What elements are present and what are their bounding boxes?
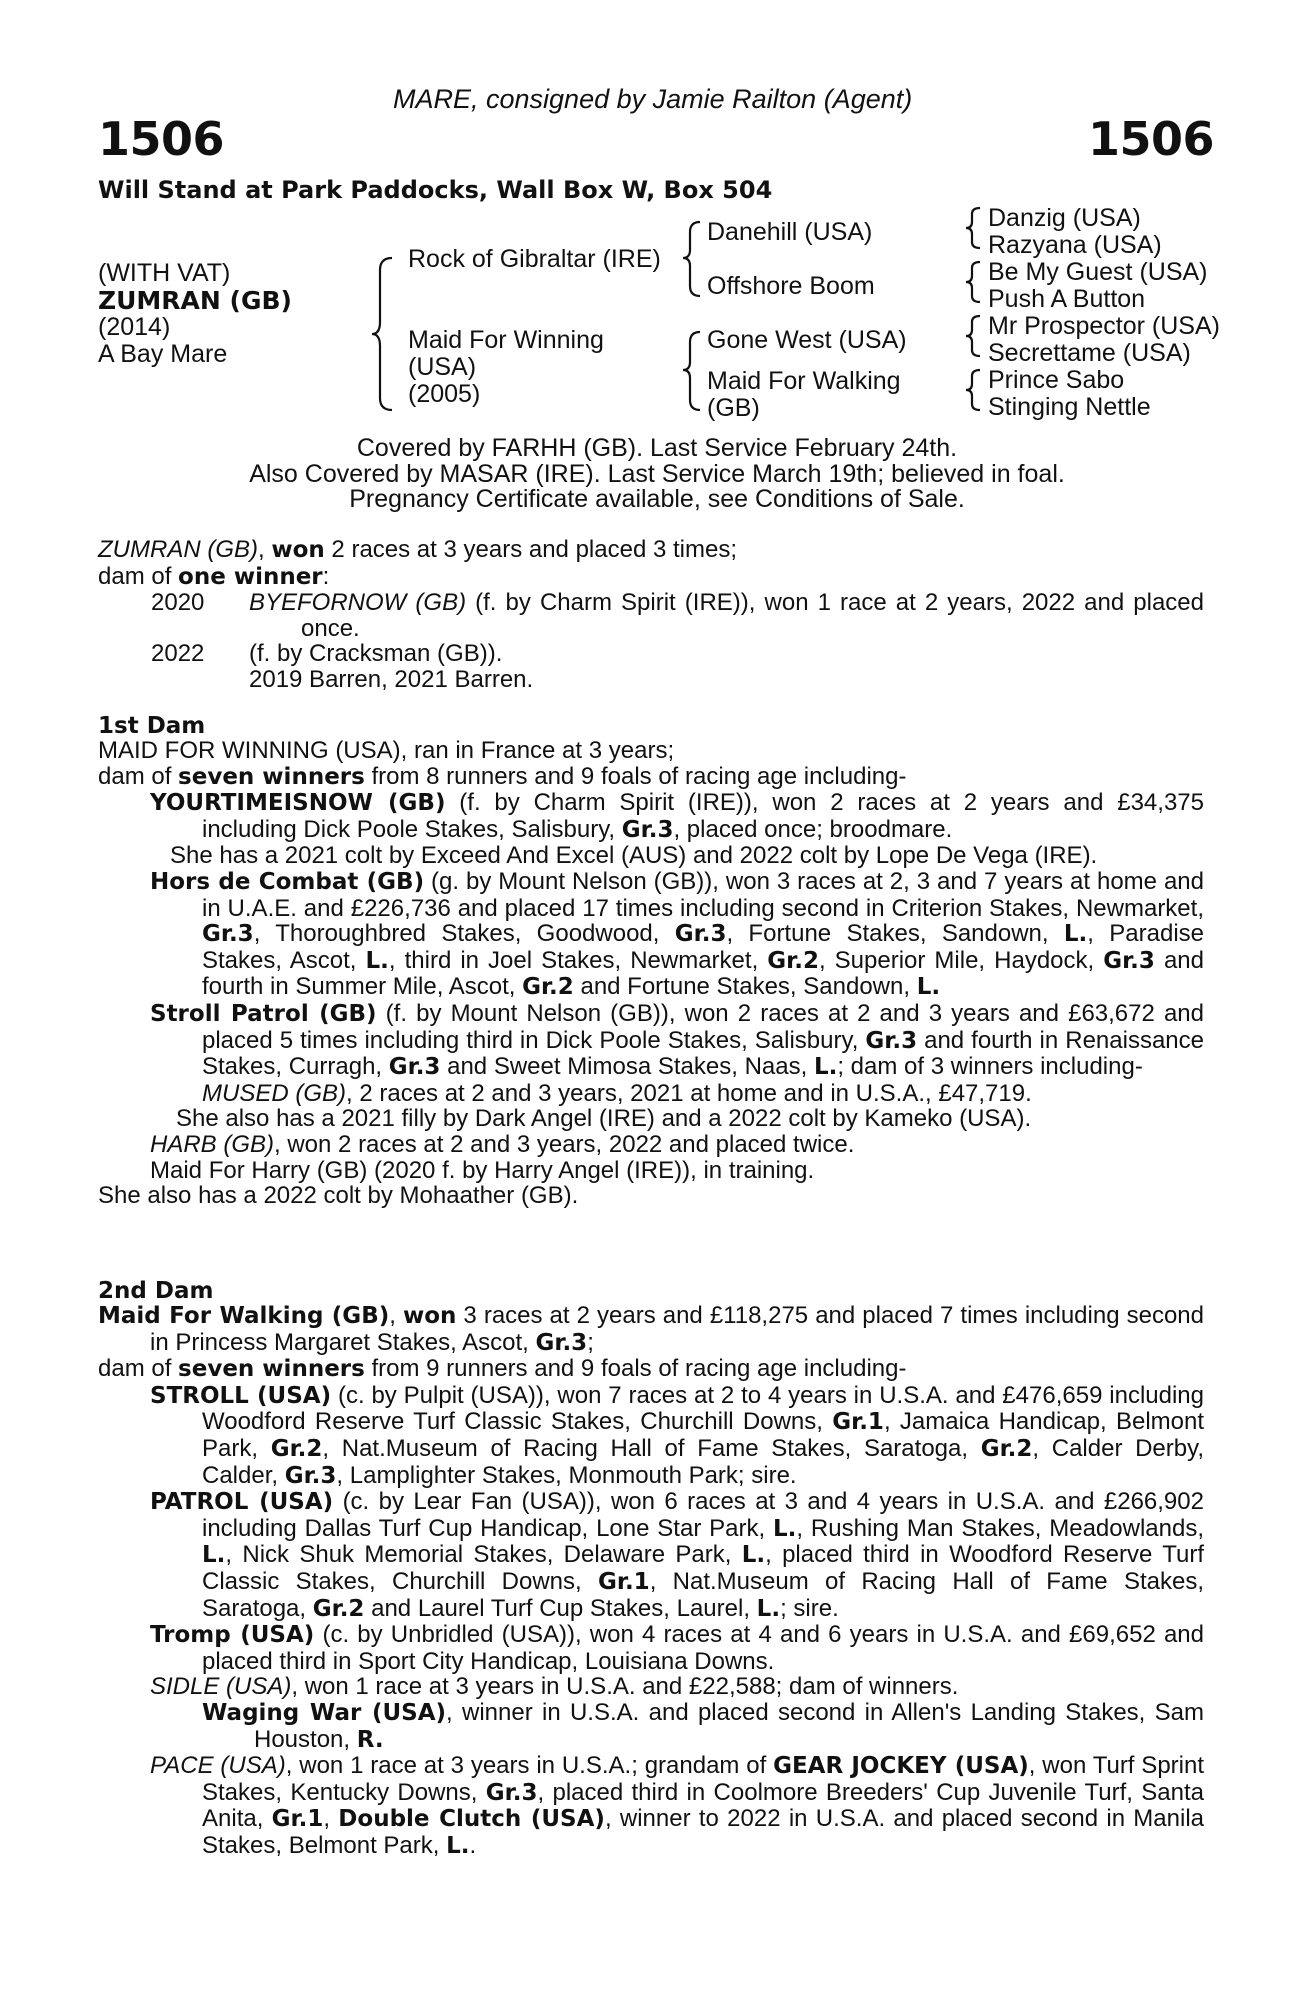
covering-line-2: Also Covered by MASAR (IRE). Last Service March 19th; believed in foal. [249, 460, 1065, 488]
ped-sire-dam: Offshore Boom [707, 272, 875, 300]
produce-foal-name: BYEFORNOW (GB) [249, 589, 467, 617]
produce-horse-name: ZUMRAN (GB) [98, 536, 258, 563]
entry-yourtimeisnow: YOURTIMEISNOW (GB) (f. by Charm Spirit (IRE)), won 2 races at 2 years and £34,375 including Dick Poole Stakes, Salisbury, Gr.3, placed once; broodmare. [150, 789, 1204, 843]
second-dam-heading: 2nd Dam [98, 1278, 214, 1304]
produce-row: 2020 BYEFORNOW (GB) (f. by Charm Spirit (IRE)), won 1 race at 2 years, 2022 and placed once. [151, 589, 1205, 642]
bracket-g4 [966, 370, 980, 410]
entry-pace: PACE (USA), won 1 race at 3 years in U.S.A.; grandam of GEAR JOCKEY (USA), won Turf Sprint Stakes, Kentucky Downs, Gr.3, placed third in Coolmore Breeders' Cup Juvenile Turf, Santa Anita, Gr.1, Double Clutch (USA), winner to 2022 in U.S.A. and placed second in Manila Stakes, Belmont Park, L.. [150, 1752, 1205, 1859]
entry-stroll-patrol: Stroll Patrol (GB) (f. by Mount Nelson (GB)), won 2 races at 2 and 3 years and £63,672 and placed 5 times including third in Dick Poole Stakes, Salisbury, Gr.3 and fourth in Renaissance Stakes, Curragh, Gr.3 and Sweet Mimosa Stakes, Naas, L.; dam of 3 winners including- [150, 999, 1205, 1081]
covering-line-1: Covered by FARHH (GB). Last Service February 24th. [356, 434, 958, 462]
ped-g2: Razyana (USA) [988, 231, 1162, 259]
stand-line: Will Stand at Park Paddocks, Wall Box W, Box 504 [98, 176, 773, 204]
bracket-g2 [966, 262, 980, 302]
ped-dam-l1: Maid For Winning [408, 326, 604, 354]
ped-dam-l2: (USA) [408, 353, 477, 381]
first-dam-heading: 1st Dam [98, 713, 206, 739]
horse-name: ZUMRAN (GB) [98, 286, 292, 315]
vat-label: (WITH VAT) [98, 259, 231, 287]
ped-g1: Danzig (USA) [988, 204, 1141, 232]
second-dam-entries [98, 1383, 1204, 1860]
ped-g5: Mr Prospector (USA) [988, 312, 1220, 340]
entry-patrol: PATROL (USA) (c. by Lear Fan (USA)), won 6 races at 3 and 4 years in U.S.A. and £266,902 including Dallas Turf Cup Handicap, Lone Star Park, L., Rushing Man Stakes, Meadowlands, L., Nick Shuk Memorial Stakes, Delaware Park, L., placed third in Woodford Reserve Turf Classic Stakes, Churchill Downs, Gr.1, Nat.Museum of Racing Hall of Fame Stakes, Saratoga, Gr.2 and Laurel Turf Cup Stakes, Laurel, L.; sire. [150, 1488, 1205, 1622]
horse-year: (2014) [98, 313, 171, 341]
bracket-sire [683, 222, 700, 296]
bracket-dam [683, 332, 700, 410]
ped-dam-l3: (2005) [408, 380, 481, 408]
entry-stroll: STROLL (USA) (c. by Pulpit (USA)), won 7 races at 2 to 4 years in U.S.A. and £476,659 including Woodford Reserve Turf Classic Stakes, Churchill Downs, Gr.1, Jamaica Handicap, Belmont Park, Gr.2, Nat.Museum of Racing Hall of Fame Stakes, Saratoga, Gr.2, Calder Derby, Calder, Gr.3, Lamplighter Stakes, Monmouth Park; sire. [150, 1381, 1205, 1489]
ped-sire-sire: Danehill (USA) [707, 218, 873, 246]
second-dam-section: Maid For Walking (GB), won 3 races at 2 years and £118,275 and placed 7 times including second in Princess Margaret Stakes, Ascot, Gr.3; dam of seven winners from 9 runners and 9 foals of racing age including- STROLL (USA) (c. by Pulpit (USA)), won 7 races at 2 to 4 years in U.S.A. and £476,659 including Woodford Reserve Turf Classic Stakes, Churchill Downs, Gr.1, Jamaica Handicap, Belmont Park, Gr.2, Nat.Museum of Racing Hall of Fame Stakes, Saratoga, Gr.2, Calder Derby, Calder, Gr.3, Lamplighter Stakes, Monmouth Park; sire. PATROL (USA) (c. by Lear Fan (USA)), won 6 races at 3 and 4 years in U.S.A. and £266,902 including Dallas Turf Cup Handicap, Lone Star Park, L., Rushing Man Stakes, Meadowlands, L., Nick Shuk Memorial Stakes, Delaware Park, L., placed third in Woodford Reserve Turf Classic Stakes, Churchill Downs, Gr.1, Nat.Museum of Racing Hall of Fame Stakes, Saratoga, Gr.2 and Laurel Turf Cup Stakes, Laurel, L.; sire. Tromp (USA) (c. by Unbridled (USA)), won 4 races at 4 and 6 years in U.S.A. and £69,652 and placed third in Sport City Handicap, Louisiana Downs. SIDLE (USA), won 1 race at 3 years in U.S.A. and £22,588; dam of winners. Waging War (USA), winner in U.S.A. and placed second in Allen's Landing Stakes, Sam Houston, R. PACE (USA), won 1 race at 3 years in U.S.A.; grandam of GEAR JOCKEY (USA), won Turf Sprint Stakes, Kentucky Downs, Gr.3, placed third in Coolmore Breeders' Cup Juvenile Turf, Santa Anita, Gr.1, Double Clutch (USA), winner to 2022 in U.S.A. and placed second in Manila Stakes, Belmont Park, L.. [98, 1302, 1205, 1859]
lot-number-right: 1506 [1088, 112, 1215, 166]
entry-hors-de-combat: Hors de Combat (GB) (g. by Mount Nelson (GB)), won 3 races at 2, 3 and 7 years at home and in U.A.E. and £226,736 and placed 17 times including second in Criterion Stakes, Newmarket, Gr.3, Thoroughbred Stakes, Goodwood, Gr.3, Fortune Stakes, Sandown, L., Paradise Stakes, Ascot, L., third in Joel Stakes, Newmarket, Gr.2, Superior Mile, Haydock, Gr.3 and fourth in Summer Mile, Ascot, Gr.2 and Fortune Stakes, Sandown, L. [150, 867, 1205, 1001]
ped-g3: Be My Guest (USA) [988, 258, 1208, 286]
entry-sidle: SIDLE (USA), won 1 race at 3 years in U.S.A. and £22,588; dam of winners. [150, 1673, 959, 1701]
covering-line-3: Pregnancy Certificate available, see Conditions of Sale. [349, 485, 965, 513]
ped-dam-dam-l1: Maid For Walking [707, 367, 901, 395]
ped-dam-sire: Gone West (USA) [707, 326, 907, 354]
ped-g7: Prince Sabo [988, 366, 1125, 394]
bracket-g1 [966, 208, 980, 248]
ped-dam-dam-l2: (GB) [707, 394, 760, 422]
ped-g8: Stinging Nettle [988, 393, 1151, 421]
first-dam-section: MAID FOR WINNING (USA), ran in France at 3 years; dam of seven winners from 8 runners and 9 foals of racing age including- YOURTIMEISNOW (GB) (f. by Charm Spirit (IRE)), won 2 races at 2 years and £34,375 including Dick Poole Stakes, Salisbury, Gr.3, placed once; broodmare. She has a 2021 colt by Exceed And Excel (AUS) and 2022 colt by Lope De Vega (IRE). Hors de Combat (GB) (g. by Mount Nelson (GB)), won 3 races at 2, 3 and 7 years at home and in U.A.E. and £226,736 and placed 17 times including second in Criterion Stakes, Newmarket, Gr.3, Thoroughbred Stakes, Goodwood, Gr.3, Fortune Stakes, Sandown, L., Paradise Stakes, Ascot, L., third in Joel Stakes, Newmarket, Gr.2, Superior Mile, Haydock, Gr.3 and fourth in Summer Mile, Ascot, Gr.2 and Fortune Stakes, Sandown, L. Stroll Patrol (GB) (f. by Mount Nelson (GB)), won 2 races at 2 and 3 years and £63,672 and placed 5 times including third in Dick Poole Stakes, Salisbury, Gr.3 and fourth in Renaissance Stakes, Curragh, Gr.3 and Sweet Mimosa Stakes, Naas, L.; dam of 3 winners including- MUSED (GB), 2 races at 2 and 3 years, 2021 at home and in U.S.A., £47,719. She also has a 2021 filly by Dark Angel (IRE) and a 2022 colt by Kameko (USA). HARB (GB), won 2 races at 2 and 3 years, 2022 and placed twice. Maid For Harry (GB) (2020 f. by Harry Angel (IRE)), in training. She also has a 2022 colt by Mohaather (GB). [98, 737, 1205, 1210]
ped-g6: Secrettame (USA) [988, 339, 1191, 367]
horse-desc: A Bay Mare [98, 340, 228, 368]
entry-tromp: Tromp (USA) (c. by Unbridled (USA)), won 4 races at 4 and 6 years in U.S.A. and £69,652 and placed third in Sport City Handicap, Louisiana Downs. [150, 1621, 1204, 1675]
bracket-g3 [966, 316, 980, 356]
ped-sire: Rock of Gibraltar (IRE) [408, 245, 661, 273]
bracket-gen1 [372, 258, 392, 410]
consign-line: MARE, consigned by Jamie Railton (Agent) [393, 84, 913, 114]
first-dam-entries: YOURTIMEISNOW (GB) (f. by Charm Spirit (IRE)), won 2 races at 2 years and £34,375 including Dick Poole Stakes, Salisbury, Gr.3, placed once; broodmare. She has a 2021 colt by Exceed And Excel (AUS) and 2022 colt by Lope De Vega (IRE). Hors de Combat (GB) (g. by Mount Nelson (GB)), won 3 races at 2, 3 and 7 years at home and in U.A.E. and £226,736 and placed 17 times including second in Criterion Stakes, Newmarket, Gr.3, Thoroughbred Stakes, Goodwood, Gr.3, Fortune Stakes, Sandown, L., Paradise Stakes, Ascot, L., third in Joel Stakes, Newmarket, Gr.2, Superior Mile, Haydock, Gr.3 and fourth in Summer Mile, Ascot, Gr.2 and Fortune Stakes, Sandown, L. Stroll Patrol (GB) (f. by Mount Nelson (GB)), won 2 races at 2 and 3 years and £63,672 and placed 5 times including third in Dick Poole Stakes, Salisbury, Gr.3 and fourth in Renaissance Stakes, Curragh, Gr.3 and Sweet Mimosa Stakes, Naas, L.; dam of 3 winners including- MUSED (GB), 2 races at 2 and 3 years, 2021 at home and in U.S.A., £47,719. She also has a 2021 filly by Dark Angel (IRE) and a 2022 colt by Kameko (USA). HARB (GB), won 2 races at 2 and 3 years, 2022 and placed twice. Maid For Harry (GB) (2020 f. by Harry Angel (IRE)), in training. [150, 789, 1205, 1184]
ped-g4: Push A Button [988, 285, 1146, 313]
produce-record: ZUMRAN (GB), won 2 races at 3 years and placed 3 times; dam of one winner: 2020 BYEFORNOW (GB) (f. by Charm Spirit (IRE)), won 1 race at 2 years, 2022 and placed once. 2022 (f. by Cracksman (GB)). 2019 Barren, 2021 Barren. [98, 536, 1205, 693]
produce-row: 2022 (f. by Cracksman (GB)). 2019 Barren, 2021 Barren. [151, 640, 534, 693]
produce-won: won [271, 537, 325, 563]
entry-waging-war: Waging War (USA), winner in U.S.A. and placed second in Allen's Landing Stakes, Sam Houston, R. [202, 1698, 1204, 1753]
produce-winners: one winner [178, 563, 323, 590]
lot-number-left: 1506 [98, 112, 225, 166]
